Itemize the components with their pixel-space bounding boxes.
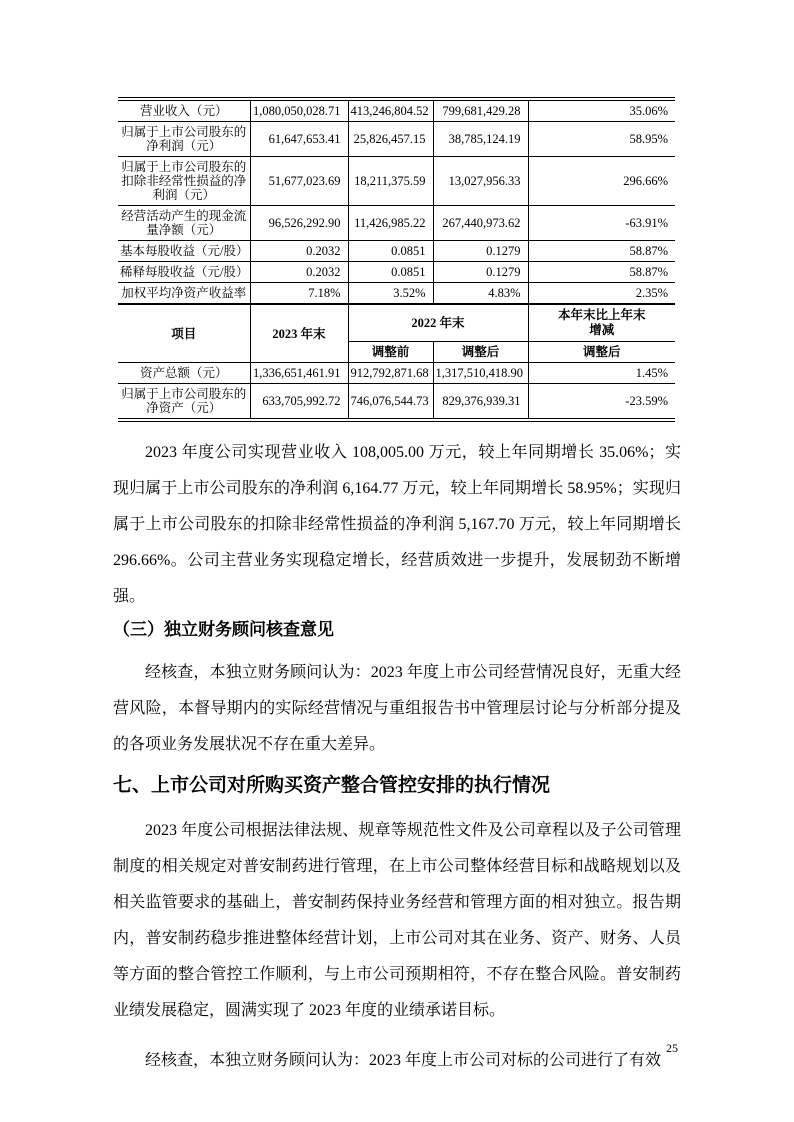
value-cell: 58.87% [528,262,675,283]
metric-label: 营业收入（元） [118,99,250,122]
value-cell: 4.83% [433,283,528,305]
header-change [528,304,675,342]
value-cell: 267,440,973.62 [433,206,528,241]
paragraph-advisor-opinion-continued: 经核查，本独立财务顾问认为：2023 年度上市公司对标的公司进行了有效 [145,1052,662,1069]
value-cell: 58.87% [528,241,675,262]
table-row [118,122,675,157]
table-row [118,241,675,262]
header-2022: 2022 年末 [348,304,528,342]
value-cell: 1.45% [528,363,675,384]
table-row [118,157,675,206]
table-row [118,384,675,421]
value-cell: 58.95% [528,122,675,157]
header-change-label: 本年末比上年末增减 [557,308,646,337]
value-cell: 912,792,871.68 [348,363,433,384]
value-cell: 746,076,544.73 [348,384,433,421]
header-change-adjust-after: 调整后 [528,342,675,363]
table-row [118,283,675,305]
value-cell: 799,681,429.28 [433,99,528,122]
heading-section-seven: 七、上市公司对所购买资产整合管控安排的执行情况 [113,775,551,796]
value-cell: -63.91% [528,206,675,241]
financial-summary-table [118,97,675,422]
metric-label: 归属于上市公司股东的净利润（元） [118,122,250,157]
value-cell: 0.0851 [348,241,433,262]
value-cell: 3.52% [348,283,433,305]
metric-label: 加权平均净资产收益率 [118,283,250,305]
metric-label: 归属于上市公司股东的扣除非经常性损益的净利润（元） [118,157,250,206]
header-2023: 2023 年末 [250,304,348,363]
value-cell: 38,785,124.19 [433,122,528,157]
value-cell: 18,211,375.59 [348,157,433,206]
value-cell: 413,246,804.52 [348,99,433,122]
table-row [118,206,675,241]
heading-section-three: （三）独立财务顾问核查意见 [113,620,334,639]
table-row [118,262,675,283]
value-cell: 13,027,956.33 [433,157,528,206]
metric-label: 经营活动产生的现金流量净额（元） [118,206,250,241]
metric-label: 资产总额（元） [118,363,250,384]
metric-label: 基本每股收益（元/股） [118,241,250,262]
value-cell: -23.59% [528,384,675,421]
metric-label: 归属于上市公司股东的净资产（元） [121,387,247,415]
value-cell: 2.35% [528,283,675,305]
value-cell: 35.06% [528,99,675,122]
metric-label: 稀释每股收益（元/股） [118,262,250,283]
value-cell: 1,080,050,028.71 [250,99,348,122]
paragraph-operating-results: 2023 年度公司实现营业收入 108,005.00 万元，较上年同期增长 35.06%；实现归属于上市公司股东的净利润 6,164.77 万元，较上年同期增长 58.95%；实现归属于上市公司股东的扣除非经常性损益的净利润 5,167.70 万元，较上年同期增长 296.66%。公司主营业务实现稳定增长，经营质效进一步提升，发展韧劲不断增强。 [113,444,681,605]
value-cell: 0.1279 [433,262,528,283]
value-cell: 829,376,939.31 [433,384,528,421]
header-adjust-after: 调整后 [433,342,528,363]
page-number: 25 [666,1041,678,1055]
value-cell: 0.2032 [250,262,348,283]
header-item: 项目 [118,304,250,363]
value-cell: 0.2032 [250,241,348,262]
value-cell: 1,317,510,418.90 [433,363,528,384]
paragraph-integration-control: 2023 年度公司根据法律法规、规章等规范性文件及公司章程以及子公司管理制度的相关规定对普安制药进行管理，在上市公司整体经营目标和战略规划以及相关监管要求的基础上，普安制药保持业务经营和管理方面的相对独立。报告期内，普安制药稳步推进整体经营计划，上市公司对其在业务、资产、财务、人员等方面的整合管控工作顺利，与上市公司预期相符，不存在整合风险。普安制药业绩发展稳定，圆满实现了 2023 年度的业绩承诺目标。 [113,822,681,1019]
value-cell: 296.66% [528,157,675,206]
value-cell: 51,677,023.69 [250,157,348,206]
value-cell: 7.18% [250,283,348,305]
table-header-row [118,304,675,342]
value-cell: 96,526,292.90 [250,206,348,241]
paragraph-advisor-opinion: 经核查，本独立财务顾问认为：2023 年度上市公司经营情况良好，无重大经营风险，本督导期内的实际经营情况与重组报告书中管理层讨论与分析部分提及的各项业务发展状况不存在重大差异。 [113,664,681,753]
value-cell: 1,336,651,461.91 [250,363,348,384]
value-cell: 25,826,457.15 [348,122,433,157]
value-cell: 61,647,653.41 [250,122,348,157]
value-cell: 11,426,985.22 [348,206,433,241]
table-row [118,99,675,122]
table-row [118,363,675,384]
value-cell: 0.0851 [348,262,433,283]
header-adjust-before: 调整前 [348,342,433,363]
value-cell: 633,705,992.72 [250,384,348,421]
value-cell: 0.1279 [433,241,528,262]
